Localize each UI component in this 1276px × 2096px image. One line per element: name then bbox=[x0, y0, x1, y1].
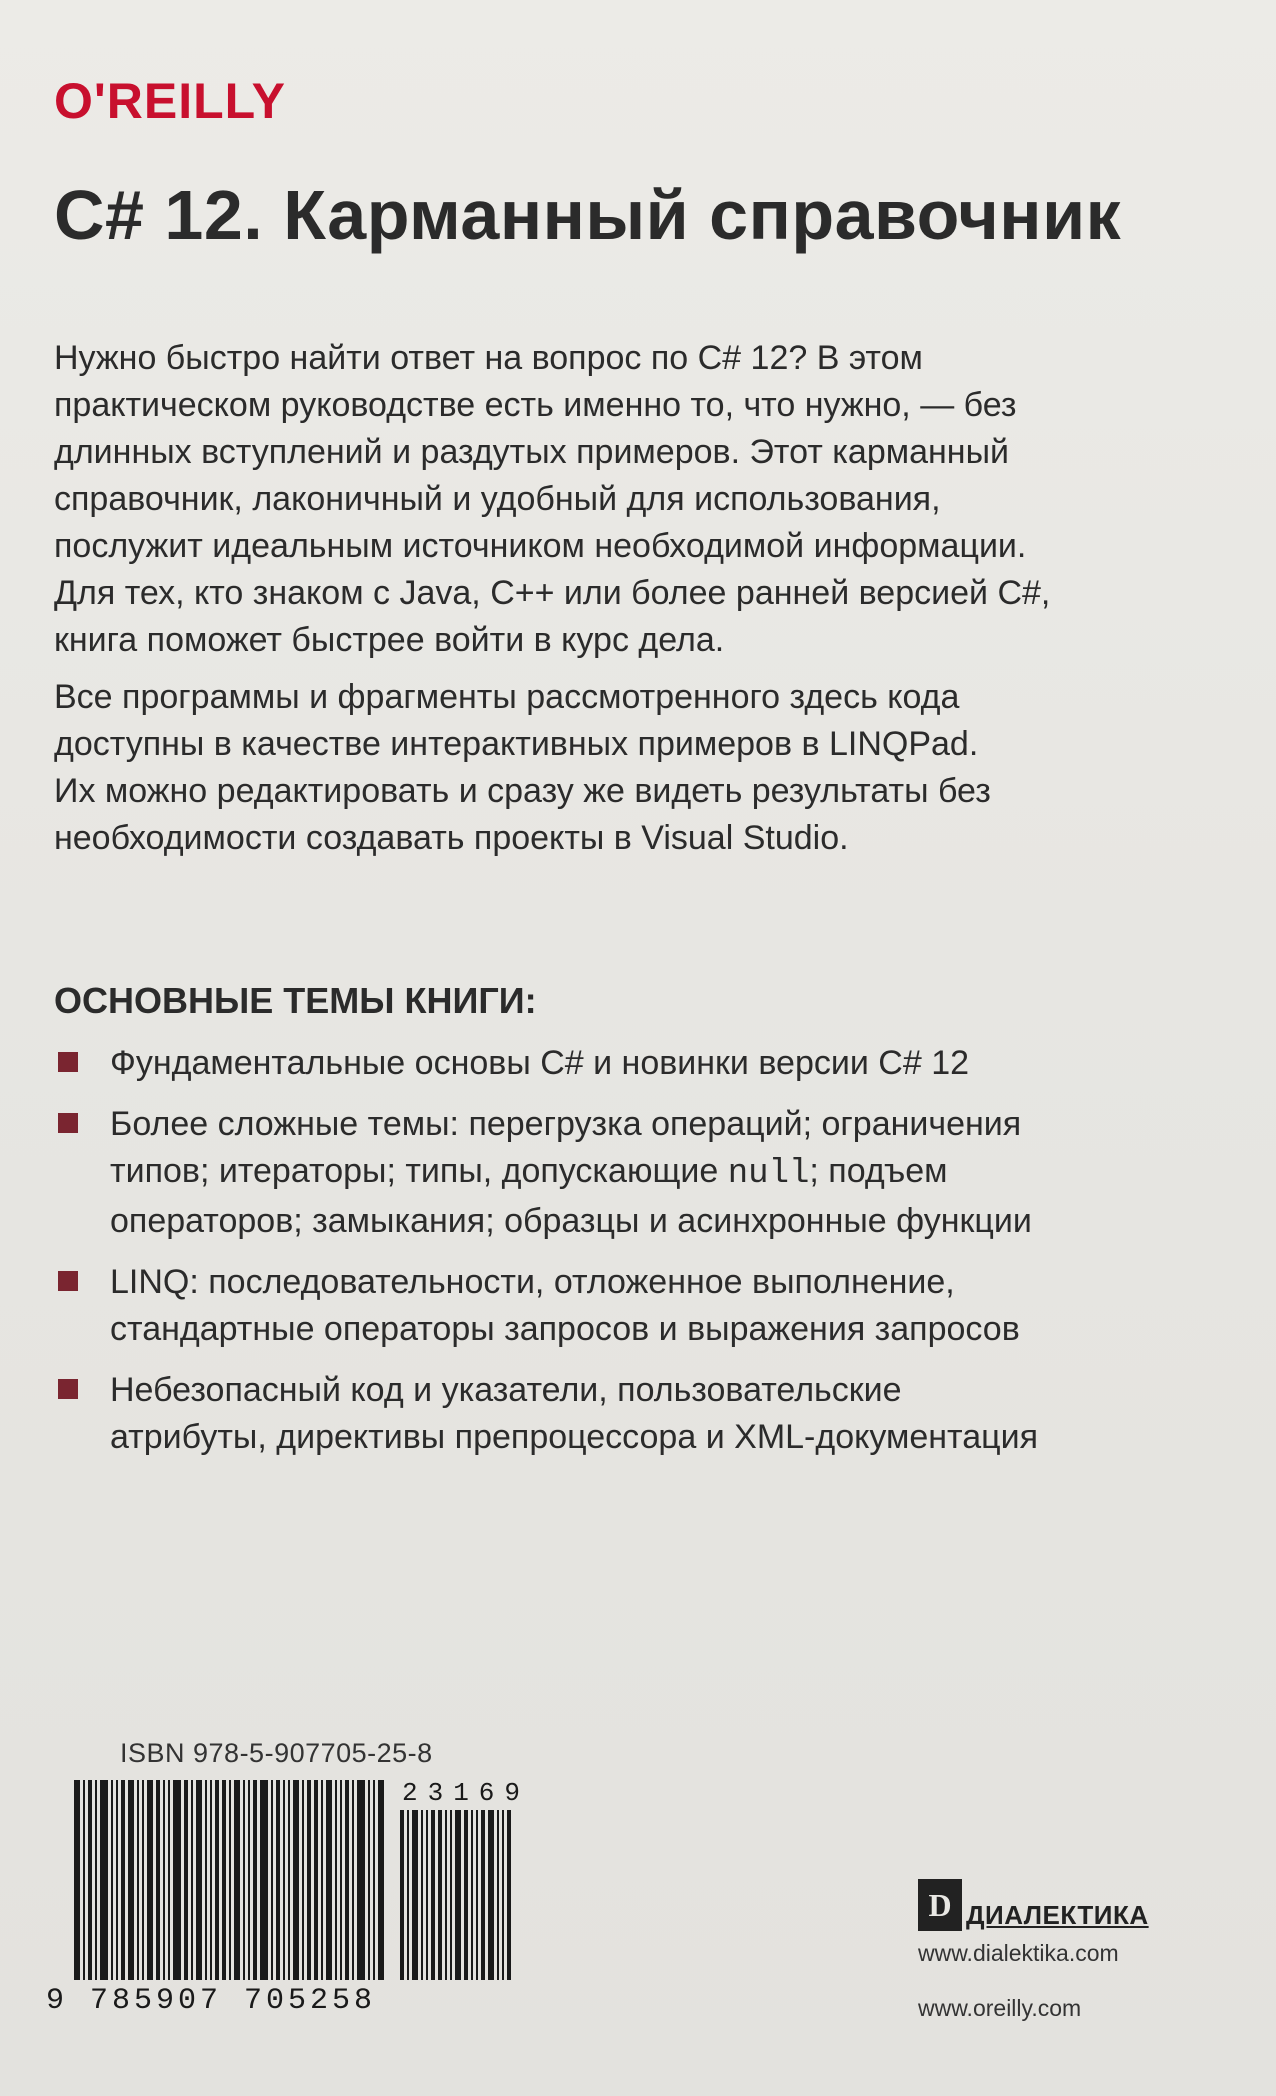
barcode-bar bbox=[450, 1810, 452, 1980]
barcode-bar bbox=[357, 1780, 365, 1980]
square-bullet-icon bbox=[58, 1113, 78, 1133]
barcode-bar bbox=[88, 1780, 92, 1980]
description-block bbox=[54, 335, 1154, 872]
book-title: C# 12. Карманный справочник bbox=[54, 176, 1122, 254]
barcode-bar bbox=[368, 1780, 370, 1980]
topic-line: стандартные операторы запросов и выражения запросов bbox=[110, 1310, 1020, 1348]
barcode-bar bbox=[481, 1810, 485, 1980]
topic-line: операторов; замыкания; образцы и асинхронные функции bbox=[110, 1202, 1032, 1240]
barcode-bar bbox=[271, 1780, 273, 1980]
topic-line: Небезопасный код и указатели, пользовательские bbox=[110, 1371, 902, 1409]
description-line: Для тех, кто знаком с Java, C++ или более ранней версией C#, bbox=[54, 574, 1051, 612]
barcode-bar bbox=[156, 1780, 160, 1980]
barcode-bar bbox=[438, 1810, 442, 1980]
barcode-bar bbox=[205, 1780, 207, 1980]
barcode-bar bbox=[400, 1810, 404, 1980]
barcode-bar bbox=[321, 1780, 323, 1980]
barcode-bar bbox=[173, 1780, 181, 1980]
square-bullet-icon bbox=[58, 1052, 78, 1072]
barcode-bar bbox=[455, 1810, 461, 1980]
topic-line: Фундаментальные основы C# и новинки версии C# 12 bbox=[110, 1044, 970, 1082]
barcode-bar bbox=[283, 1780, 285, 1980]
barcode-bar bbox=[445, 1810, 447, 1980]
barcode-bar bbox=[488, 1810, 494, 1980]
topic-line: LINQ: последовательности, отложенное выполнение, bbox=[110, 1263, 955, 1301]
barcode-bar bbox=[302, 1780, 304, 1980]
barcode-bar bbox=[147, 1780, 153, 1980]
description-line: Нужно быстро найти ответ на вопрос по C# 12? В этом bbox=[54, 339, 923, 377]
barcode-bar bbox=[234, 1780, 240, 1980]
barcode-bar bbox=[335, 1780, 337, 1980]
topic-text: типов; итераторы; типы, допускающие bbox=[110, 1152, 728, 1190]
description-line: длинных вступлений и раздутых примеров. Этот карманный bbox=[54, 433, 1010, 471]
square-bullet-icon bbox=[58, 1379, 78, 1399]
barcode-bar bbox=[163, 1780, 165, 1980]
topic-line: атрибуты, директивы препроцессора и XML-документация bbox=[110, 1418, 1039, 1456]
topic-item bbox=[54, 1101, 1214, 1245]
barcode-bar bbox=[222, 1780, 226, 1980]
barcode-bar bbox=[407, 1810, 409, 1980]
barcode-bar bbox=[196, 1780, 202, 1980]
barcode-bar bbox=[507, 1810, 511, 1980]
barcode-bar bbox=[373, 1780, 375, 1980]
description-line: необходимости создавать проекты в Visual Studio. bbox=[54, 819, 849, 857]
barcode-bar bbox=[421, 1810, 423, 1980]
topic-text: ; подъем bbox=[809, 1152, 948, 1190]
barcode-bar bbox=[116, 1780, 118, 1980]
isbn-label: ISBN 978-5-907705-25-8 bbox=[120, 1738, 433, 1768]
description-line: справочник, лаконичный и удобный для использования, bbox=[54, 480, 941, 518]
barcode-bar bbox=[229, 1780, 231, 1980]
barcode-bar bbox=[121, 1780, 125, 1980]
barcode-bar bbox=[345, 1780, 349, 1980]
dialektika-logo bbox=[918, 1875, 1149, 1931]
barcode-bar bbox=[307, 1780, 311, 1980]
barcode-bar bbox=[464, 1810, 468, 1980]
barcode-bar bbox=[111, 1780, 113, 1980]
barcode-bar bbox=[210, 1780, 212, 1980]
code-keyword: null bbox=[727, 1155, 810, 1193]
barcode-bar bbox=[142, 1780, 144, 1980]
barcode-bar bbox=[74, 1780, 80, 1980]
barcode-bar bbox=[502, 1810, 504, 1980]
barcode-bar bbox=[288, 1780, 290, 1980]
barcode-bar bbox=[326, 1780, 332, 1980]
barcode-addon-icon bbox=[400, 1810, 545, 1980]
description-paragraph-2 bbox=[54, 674, 1154, 862]
barcode-bar bbox=[471, 1810, 473, 1980]
barcode-bar bbox=[340, 1780, 342, 1980]
oreilly-logo: O'REILLY bbox=[54, 73, 286, 129]
description-line: практическом руководстве есть именно то, что нужно, — без bbox=[54, 386, 1017, 424]
barcode-bar bbox=[412, 1810, 418, 1980]
barcode-bar bbox=[95, 1780, 97, 1980]
dialektika-mark-icon: D bbox=[918, 1879, 962, 1931]
barcode-bar bbox=[497, 1810, 499, 1980]
square-bullet-icon bbox=[58, 1271, 78, 1291]
topic-item bbox=[54, 1367, 1214, 1461]
barcode-bar bbox=[276, 1780, 280, 1980]
topic-item bbox=[54, 1259, 1214, 1353]
barcode-bar bbox=[426, 1810, 428, 1980]
barcode-bar bbox=[83, 1780, 85, 1980]
description-line: Все программы и фрагменты рассмотренного здесь кода bbox=[54, 678, 960, 716]
topics-section bbox=[54, 980, 1214, 1475]
description-line: книга поможет быстрее войти в курс дела. bbox=[54, 621, 725, 659]
barcode-bar bbox=[431, 1810, 435, 1980]
barcode-digits: 9 785907 705258 bbox=[46, 1984, 377, 2018]
oreilly-url: www.oreilly.com bbox=[918, 1995, 1082, 2021]
barcode-bar bbox=[243, 1780, 245, 1980]
topic-item bbox=[54, 1040, 1214, 1087]
barcode-bar bbox=[378, 1780, 384, 1980]
description-line: Их можно редактировать и сразу же видеть результаты без bbox=[54, 772, 991, 810]
dialektika-url: www.dialektika.com bbox=[918, 1940, 1119, 1966]
topics-heading: ОСНОВНЫЕ ТЕМЫ КНИГИ: bbox=[54, 980, 537, 1021]
barcode-addon-digits: 23169 bbox=[402, 1778, 531, 1808]
barcode-bar bbox=[215, 1780, 219, 1980]
description-line: доступны в качестве интерактивных примеров в LINQPad. bbox=[54, 725, 979, 763]
barcode-bar bbox=[168, 1780, 170, 1980]
barcode-icon bbox=[74, 1780, 404, 1980]
barcode-bar bbox=[184, 1780, 188, 1980]
description-paragraph-1 bbox=[54, 335, 1154, 664]
topic-line: Более сложные темы: перегрузка операций; ограничения bbox=[110, 1105, 1022, 1143]
barcode-bar bbox=[293, 1780, 299, 1980]
barcode-bar bbox=[100, 1780, 108, 1980]
dialektika-wordmark: ДИАЛЕКТИКА bbox=[966, 1900, 1149, 1930]
barcode-bar bbox=[476, 1810, 478, 1980]
barcode-bar bbox=[314, 1780, 318, 1980]
barcode-bar bbox=[137, 1780, 139, 1980]
topic-line-with-code bbox=[110, 1148, 1214, 1198]
barcode-bar bbox=[260, 1780, 268, 1980]
barcode-bar bbox=[128, 1780, 134, 1980]
barcode-bar bbox=[352, 1780, 354, 1980]
barcode-bar bbox=[191, 1780, 193, 1980]
description-line: послужит идеальным источником необходимой информации. bbox=[54, 527, 1027, 565]
barcode-bar bbox=[253, 1780, 257, 1980]
barcode-bar bbox=[248, 1780, 250, 1980]
